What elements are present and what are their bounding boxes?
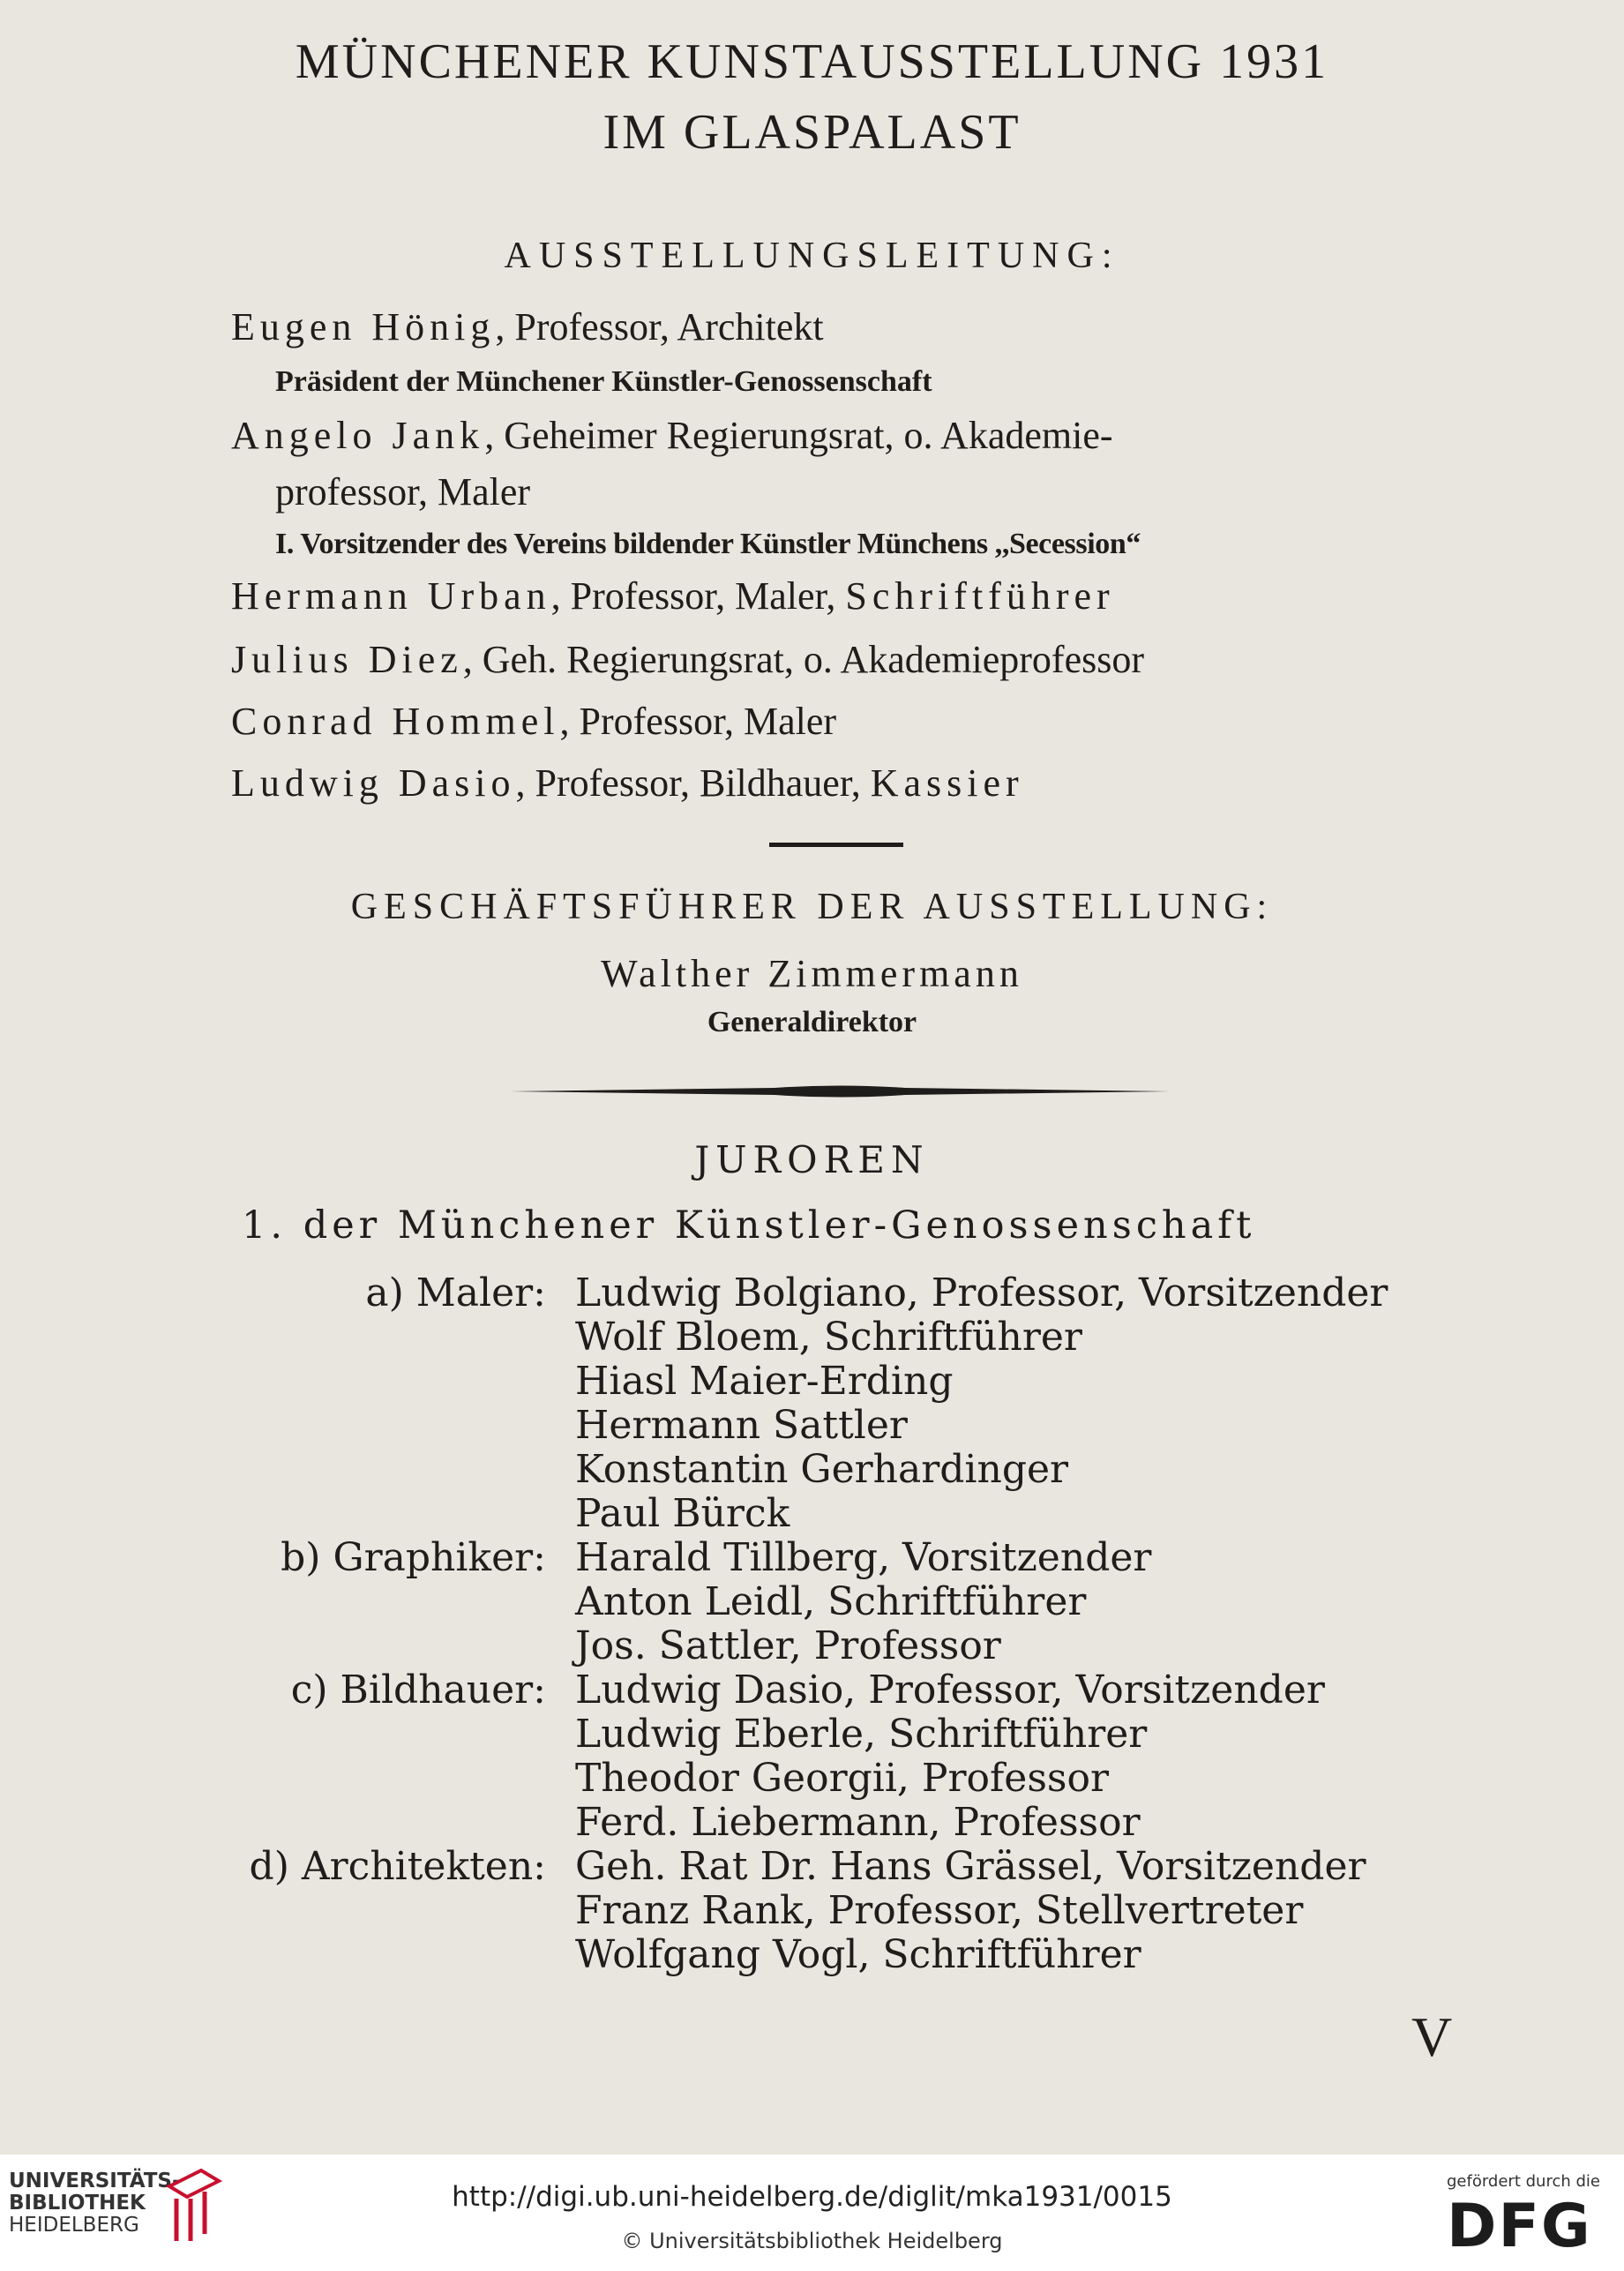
leitung-sub: Präsident der Münchener Künstler-Genossenschaft bbox=[275, 365, 932, 398]
leitung-sub: I. Vorsitzender des Vereins bildender Künstler Münchens ,,Secession“ bbox=[275, 528, 1141, 560]
jury-member: Ludwig Dasio, Professor, Vorsitzender bbox=[575, 1668, 1325, 1713]
gf-heading: GESCHÄFTSFÜHRER DER AUSSTELLUNG: bbox=[350, 887, 1274, 927]
gf-title: Generaldirektor bbox=[707, 1006, 917, 1038]
jury-group-label: b) Graphiker: bbox=[281, 1535, 546, 1580]
jury-group-label: a) Maler: bbox=[365, 1270, 546, 1315]
juroren-subheading: 1. der Münchener Künstler-Genossenschaft bbox=[242, 1203, 1256, 1248]
dfg-logo[interactable]: DFG bbox=[1447, 2192, 1592, 2261]
jury-member: Anton Leidl, Schriftführer bbox=[575, 1579, 1087, 1624]
leitung-continuation: professor, Maler bbox=[275, 470, 531, 513]
leitung-entry: Angelo Jank, Geheimer Regierungsrat, o. Akademie- bbox=[231, 414, 1113, 457]
digitization-footer bbox=[0, 2155, 1624, 2271]
leitung-heading: AUSSTELLUNGSLEITUNG: bbox=[504, 236, 1120, 276]
jury-member: Geh. Rat Dr. Hans Grässel, Vorsitzender bbox=[575, 1844, 1366, 1889]
jury-member: Wolfgang Vogl, Schriftführer bbox=[575, 1932, 1141, 1977]
leitung-entry: Julius Diez, Geh. Regierungsrat, o. Akademieprofessor bbox=[231, 638, 1144, 681]
short-divider bbox=[769, 843, 903, 847]
ornamental-rule bbox=[510, 1082, 1170, 1101]
leitung-entry: Ludwig Dasio, Professor, Bildhauer, Kassier bbox=[231, 761, 1024, 805]
jury-member: Harald Tillberg, Vorsitzender bbox=[575, 1535, 1152, 1580]
jury-member: Theodor Georgii, Professor bbox=[575, 1756, 1110, 1801]
jury-member: Ferd. Liebermann, Professor bbox=[575, 1800, 1141, 1845]
permalink-url[interactable]: http://digi.ub.uni-heidelberg.de/diglit/mka1931/0015 bbox=[452, 2181, 1172, 2213]
jury-member: Jos. Sattler, Professor bbox=[575, 1623, 1001, 1668]
funded-by-text: gefördert durch die bbox=[1447, 2172, 1600, 2191]
logo-line-2: BIBLIOTHEK bbox=[9, 2192, 146, 2215]
copyright-text: © Universitätsbibliothek Heidelberg bbox=[621, 2229, 1003, 2253]
logo-line-1: UNIVERSITÄTS- bbox=[9, 2170, 181, 2192]
leitung-entry: Hermann Urban, Professor, Maler, Schriftführer bbox=[231, 574, 1115, 618]
jury-member: Wolf Bloem, Schriftführer bbox=[575, 1315, 1082, 1360]
jury-member: Paul Bürck bbox=[575, 1491, 790, 1536]
jury-member: Hermann Sattler bbox=[575, 1403, 908, 1448]
leitung-entry: Conrad Hommel, Professor, Maler bbox=[231, 700, 837, 743]
jury-member: Hiasl Maier-Erding bbox=[575, 1359, 954, 1404]
page-number: V bbox=[1411, 2005, 1453, 2068]
jury-group-label: d) Architekten: bbox=[249, 1844, 546, 1889]
leitung-entry: Eugen Hönig, Professor, Architekt bbox=[231, 305, 824, 349]
jury-member: Ludwig Eberle, Schriftführer bbox=[575, 1712, 1148, 1757]
logo-line-3: HEIDELBERG bbox=[9, 2214, 139, 2237]
title-line-1: MÜNCHENER KUNSTAUSSTELLUNG 1931 bbox=[295, 34, 1329, 89]
title-line-2: IM GLASPALAST bbox=[602, 105, 1022, 160]
jury-member: Franz Rank, Professor, Stellvertreter bbox=[575, 1888, 1304, 1933]
gf-name: Walther Zimmermann bbox=[601, 952, 1023, 995]
jury-member: Konstantin Gerhardinger bbox=[575, 1447, 1069, 1492]
juroren-heading: JUROREN bbox=[694, 1138, 930, 1181]
jury-member: Ludwig Bolgiano, Professor, Vorsitzender bbox=[575, 1270, 1388, 1315]
jury-group-label: c) Bildhauer: bbox=[290, 1668, 546, 1713]
